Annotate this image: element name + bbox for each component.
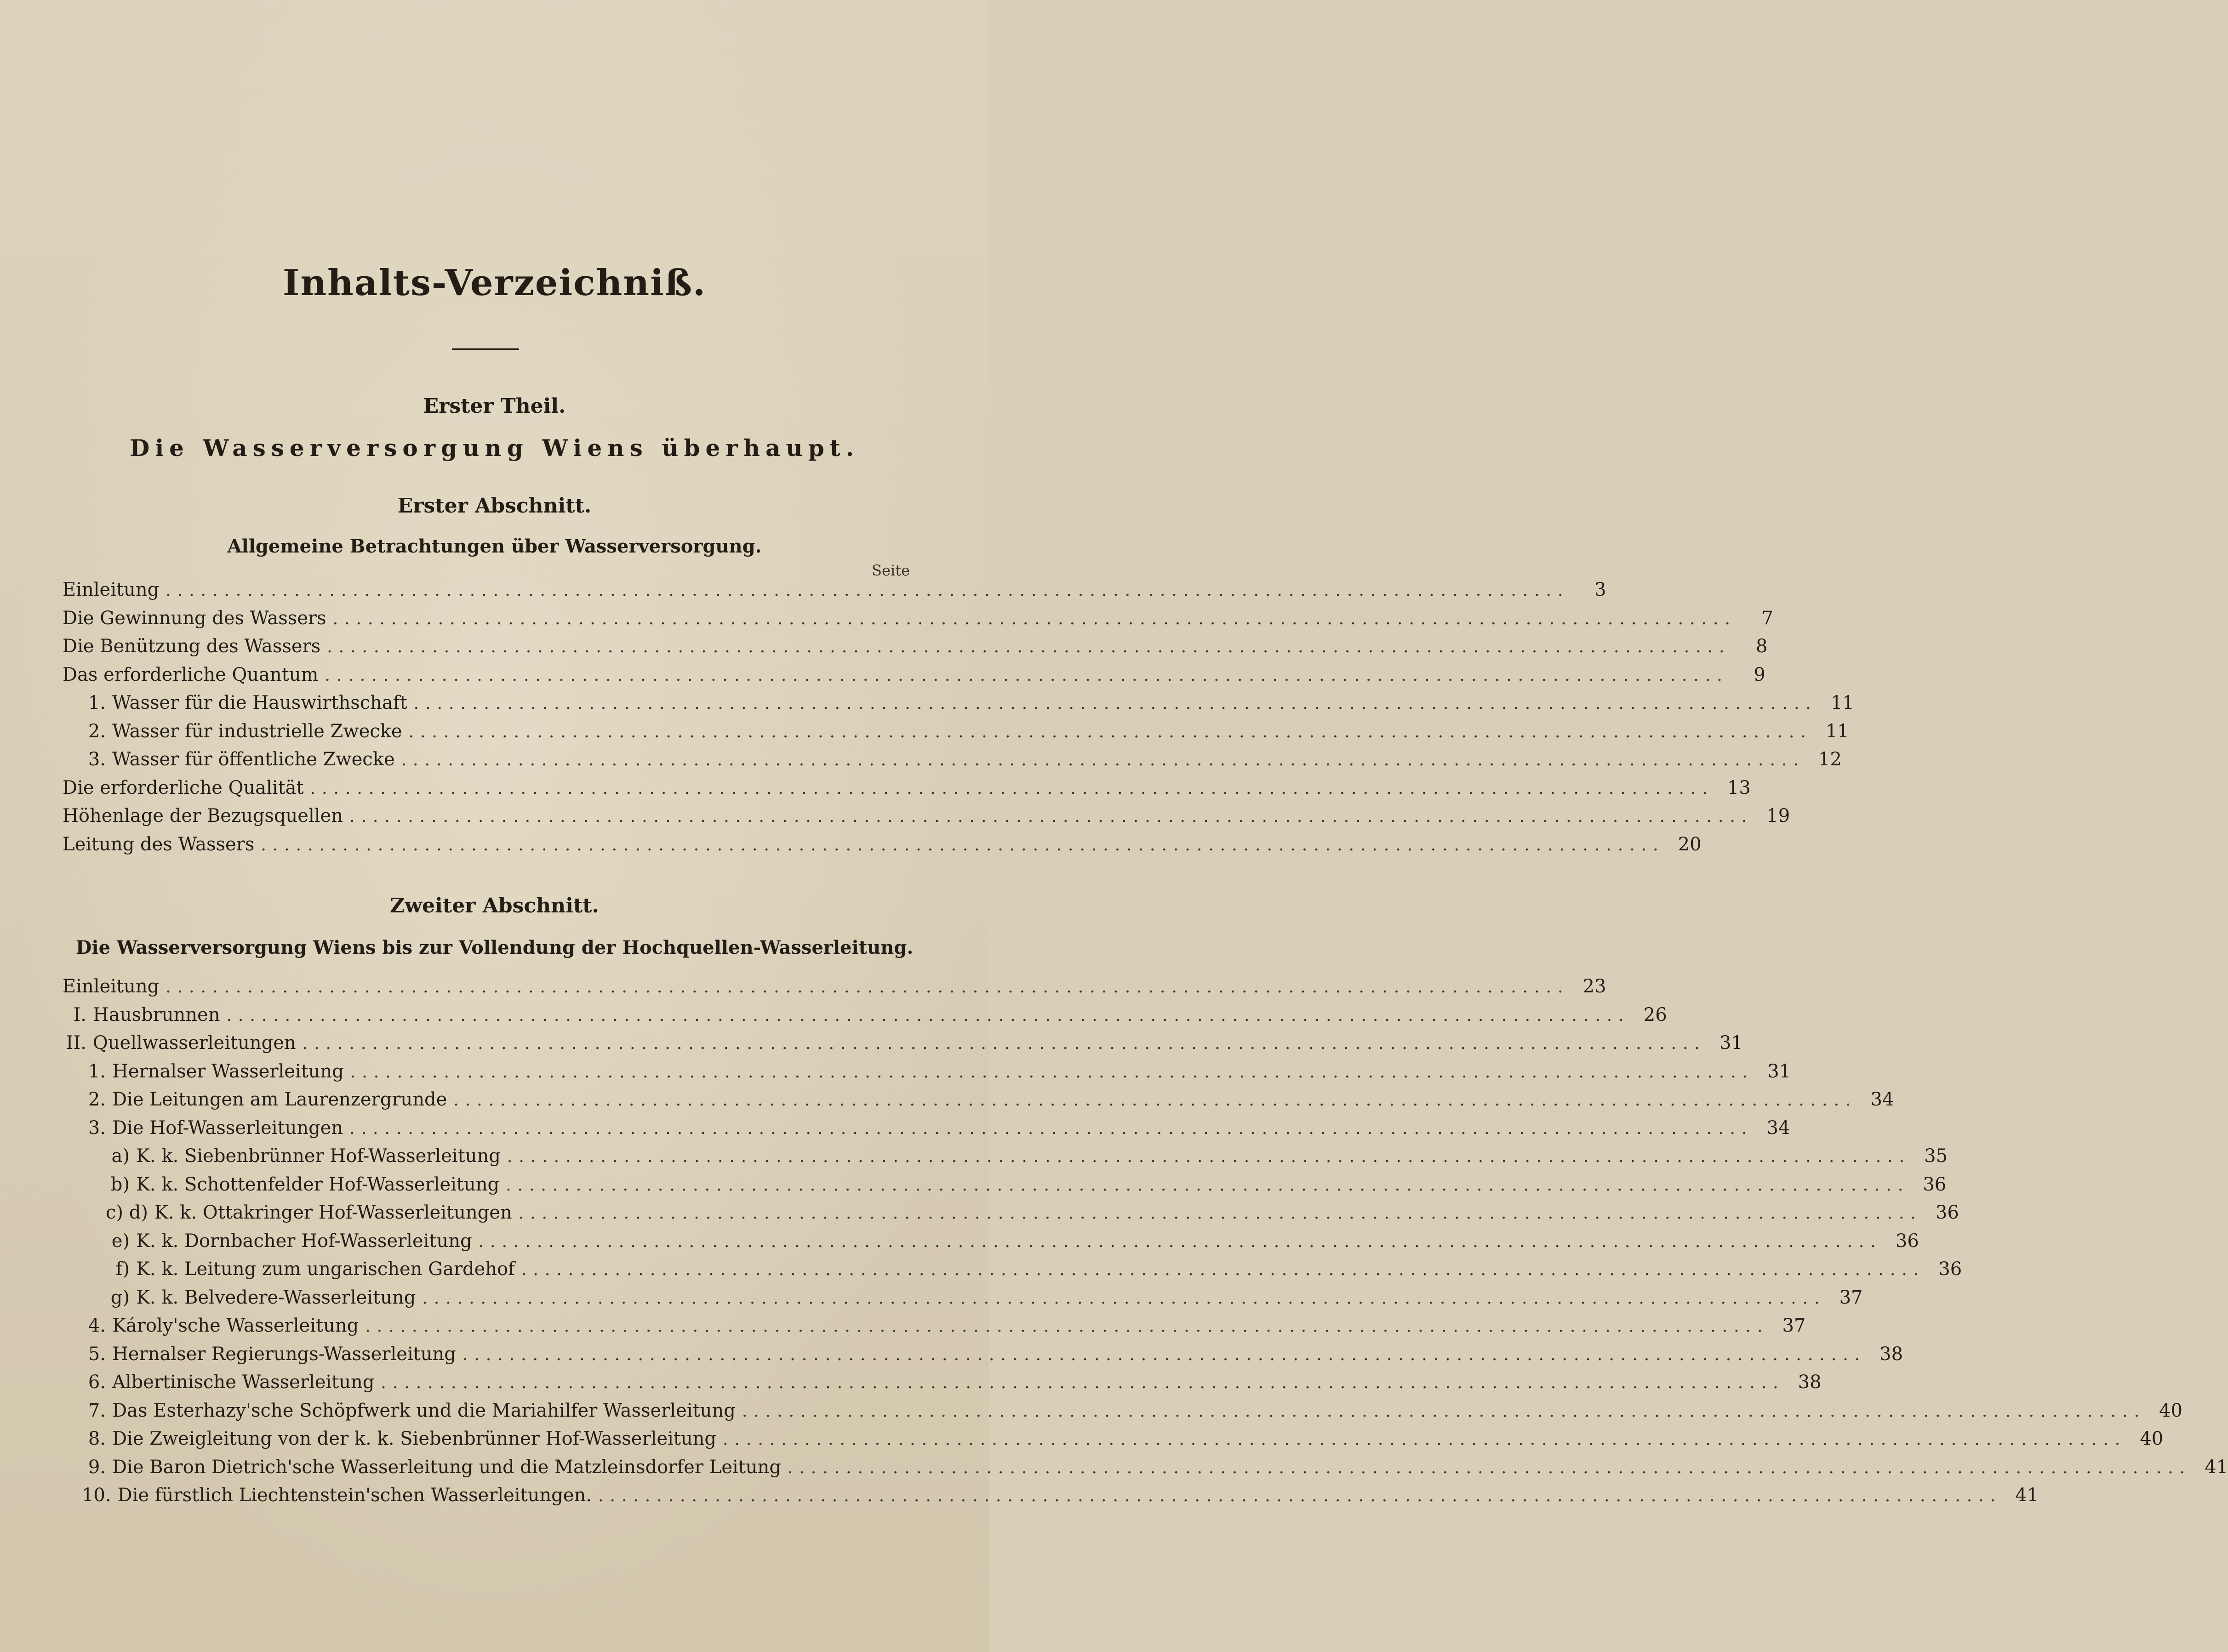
- toc-entry-number: 5.: [88, 1343, 106, 1365]
- toc-entry-title: [63, 1004, 220, 1025]
- toc-entry-label: Leitung des Wassers: [63, 833, 255, 855]
- toc-entry: [0, 1230, 1919, 1259]
- toc-entry-title: [106, 1230, 472, 1252]
- toc-entry-label: Wasser für die Hauswirthschaft: [112, 692, 407, 713]
- toc-entry: [0, 1343, 1903, 1372]
- toc-entry-page: 36: [1923, 1173, 1947, 1195]
- toc-entry-number: c) d): [106, 1202, 148, 1223]
- page-column-label: Seite: [872, 562, 910, 579]
- dot-leader: ........................................................................................................................: [325, 666, 1729, 685]
- dot-leader: ........................................................................................................................: [507, 1147, 1911, 1166]
- dot-leader: ........................................................................................................................: [462, 1345, 1867, 1364]
- toc-entry-title: [82, 749, 395, 770]
- toc-entry-number: 4.: [88, 1315, 106, 1336]
- toc-entry: [0, 1485, 2039, 1513]
- toc-entry-page: 37: [1782, 1315, 1806, 1336]
- toc-entry-title: [82, 1400, 736, 1421]
- toc-entry-number: 8.: [88, 1428, 106, 1449]
- page-title: Inhalts-Verzeichniß.: [282, 262, 707, 304]
- toc-entry: [0, 1060, 1791, 1089]
- toc-entry-title: [63, 636, 320, 657]
- section1-heading: Erster Abschnitt.: [397, 494, 592, 518]
- toc-entry-title: [63, 664, 318, 685]
- toc-entry-label: Quellwasserleitungen: [93, 1032, 296, 1054]
- dot-leader: ........................................................................................................................: [327, 638, 1731, 656]
- dot-leader: ........................................................................................................................: [349, 807, 1754, 826]
- toc-entry: [0, 720, 1849, 749]
- toc-entry-page: 35: [1924, 1145, 1948, 1167]
- toc-entry: [0, 1456, 2228, 1485]
- toc-entry-page: 38: [1880, 1343, 1903, 1365]
- toc-entry-title: [106, 1202, 512, 1223]
- toc-entry-title: [63, 1032, 296, 1054]
- toc-entry-page: 36: [1895, 1230, 1919, 1252]
- toc-entry-label: K. k. Leitung zum ungarischen Gardehof: [136, 1259, 515, 1280]
- toc-entry-number: 2.: [88, 1089, 106, 1110]
- toc-entry-label: Hernalser Wasserleitung: [112, 1060, 344, 1082]
- toc-entry-label: Das Esterhazy'sche Schöpfwerk und die Mariahilfer Wasserleitung: [112, 1400, 736, 1421]
- toc-entry-page: 19: [1766, 805, 1790, 826]
- toc-entry: [0, 1089, 1894, 1117]
- toc-entry-number: 3.: [88, 749, 106, 770]
- toc-entry-label: Einleitung: [63, 579, 160, 600]
- toc-entry-page: 41: [2015, 1485, 2039, 1506]
- toc-entry-title: [82, 721, 402, 742]
- toc-entry-label: Wasser für industrielle Zwecke: [112, 720, 402, 742]
- toc-entry-label: Hernalser Regierungs-Wasserleitung: [112, 1343, 456, 1365]
- toc-entry: [0, 1315, 1806, 1344]
- toc-entry-page: 11: [1825, 720, 1849, 742]
- toc-entry-title: [82, 1089, 447, 1110]
- toc-entry-title: [63, 834, 254, 855]
- dot-leader: ........................................................................................................................: [422, 1288, 1826, 1308]
- toc-entry-title: [63, 805, 343, 826]
- toc-entry: [0, 777, 1751, 806]
- toc-entry: [0, 1032, 1743, 1061]
- dot-leader: ........................................................................................................................: [723, 1430, 2127, 1449]
- dot-leader: ........................................................................................................................: [521, 1260, 1925, 1279]
- part-title: Die Wasserversorgung Wiens überhaupt.: [129, 434, 860, 461]
- part-heading: Erster Theil.: [423, 394, 566, 418]
- toc-entry-page: 23: [1582, 976, 1606, 997]
- toc-entry-page: 31: [1719, 1032, 1743, 1054]
- toc-entry: [0, 1400, 2183, 1429]
- dot-leader: ........................................................................................................................: [310, 779, 1714, 798]
- toc-entry: [0, 636, 1768, 664]
- toc-entry-label: Einleitung: [63, 976, 160, 997]
- toc-entry-page: 40: [2140, 1428, 2164, 1449]
- toc-entry-number: b): [110, 1173, 130, 1195]
- toc-entry-label: Die Baron Dietrich'sche Wasserleitung und die Matzleinsdorfer Leitung: [112, 1456, 781, 1478]
- toc-entry-page: 34: [1766, 1117, 1790, 1139]
- toc-entry-label: Károly'sche Wasserleitung: [112, 1315, 359, 1336]
- toc-entry: [0, 1202, 1959, 1230]
- toc-entry-page: 12: [1818, 749, 1842, 770]
- toc-entry: [0, 805, 1790, 834]
- dot-leader: ........................................................................................................................: [332, 609, 1737, 628]
- toc-entry-title: [106, 1287, 416, 1308]
- dot-leader: ........................................................................................................................: [408, 722, 1812, 741]
- toc-entry-number: 1.: [88, 692, 106, 713]
- toc-entry-number: 6.: [88, 1372, 106, 1393]
- toc-entry-title: [63, 579, 159, 600]
- toc-entry-title: [82, 692, 407, 713]
- toc-entry-title: [82, 1315, 359, 1336]
- toc-entry-label: Das erforderliche Quantum: [63, 664, 319, 685]
- toc-entry-page: 20: [1678, 833, 1702, 855]
- toc-entry-title: [106, 1145, 501, 1167]
- toc-entry-page: 7: [1761, 607, 1773, 629]
- toc-entry-label: Wasser für öffentliche Zwecke: [112, 749, 395, 770]
- toc-entry-label: Die fürstlich Liechtenstein'schen Wasserleitungen.: [117, 1485, 592, 1506]
- toc-entry: [0, 607, 1773, 636]
- dot-leader: ........................................................................................................................: [349, 1119, 1754, 1138]
- toc-entry-page: 8: [1755, 636, 1768, 657]
- toc-entry-label: Die Leitungen am Laurenzergrunde: [112, 1089, 447, 1110]
- toc-entry-page: 37: [1839, 1287, 1863, 1308]
- section1-toc: [0, 579, 1854, 862]
- dot-leader: ........................................................................................................................: [478, 1232, 1882, 1251]
- toc-entry-title: [63, 976, 159, 997]
- dot-leader: ........................................................................................................................: [413, 694, 1817, 713]
- toc-entry-title: [82, 1061, 344, 1082]
- toc-entry-number: f): [115, 1259, 130, 1280]
- toc-entry-page: 31: [1767, 1060, 1791, 1082]
- toc-entry-page: 36: [1938, 1259, 1962, 1280]
- toc-entry-number: 10.: [82, 1485, 111, 1506]
- toc-entry-label: Höhenlage der Bezugsquellen: [63, 805, 343, 826]
- dot-leader: ........................................................................................................................: [166, 978, 1570, 997]
- dot-leader: ........................................................................................................................: [453, 1091, 1857, 1110]
- toc-entry-page: 40: [2159, 1400, 2183, 1421]
- toc-entry-title: [82, 1344, 456, 1365]
- toc-entry-page: 34: [1870, 1089, 1894, 1110]
- toc-entry-title: [82, 1485, 592, 1506]
- toc-entry-label: Die erforderliche Qualität: [63, 777, 304, 798]
- dot-leader: ........................................................................................................................: [787, 1458, 2192, 1477]
- toc-entry: [0, 1287, 1863, 1316]
- toc-entry-label: K. k. Ottakringer Hof-Wasserleitungen: [154, 1202, 512, 1223]
- toc-entry-title: [82, 1428, 716, 1449]
- toc-entry: [0, 579, 1606, 608]
- toc-entry-label: Die Gewinnung des Wassers: [63, 607, 326, 629]
- toc-entry: [0, 1173, 1947, 1202]
- toc-entry: [0, 1145, 1948, 1174]
- toc-entry-label: Die Zweigleitung von der k. k. Siebenbrünner Hof-Wasserleitung: [112, 1428, 717, 1449]
- toc-entry-title: [82, 1457, 781, 1478]
- toc-entry-label: Hausbrunnen: [93, 1004, 220, 1025]
- toc-entry-page: 3: [1594, 579, 1606, 600]
- toc-entry: [0, 1259, 1962, 1287]
- toc-entry: [0, 664, 1765, 693]
- toc-entry: [0, 692, 1854, 721]
- toc-entry-number: II.: [66, 1032, 86, 1054]
- toc-entry-title: [106, 1259, 515, 1280]
- toc-entry-number: 2.: [88, 720, 106, 742]
- toc-entry-number: 9.: [88, 1456, 106, 1478]
- toc-entry-page: 26: [1643, 1004, 1667, 1025]
- section2-subtitle: Die Wasserversorgung Wiens bis zur Vollendung der Hochquellen-Wasserleitung.: [75, 937, 914, 958]
- dot-leader: ........................................................................................................................: [506, 1175, 1910, 1195]
- toc-entry-title: [63, 777, 304, 798]
- toc-entry-page: 13: [1727, 777, 1751, 798]
- toc-entry-label: Albertinische Wasserleitung: [112, 1372, 375, 1393]
- dot-leader: ........................................................................................................................: [261, 835, 1665, 854]
- toc-entry-label: K. k. Belvedere-Wasserleitung: [136, 1287, 416, 1308]
- toc-entry-page: 36: [1935, 1202, 1959, 1223]
- toc-entry-page: 11: [1830, 692, 1854, 713]
- toc-entry-label: Die Benützung des Wassers: [63, 636, 321, 657]
- dot-leader: ........................................................................................................................: [381, 1373, 1785, 1392]
- toc-entry-label: K. k. Dornbacher Hof-Wasserleitung: [136, 1230, 472, 1252]
- dot-leader: ........................................................................................................................: [401, 751, 1805, 769]
- toc-entry-number: I.: [73, 1004, 86, 1025]
- toc-entry-number: 1.: [88, 1060, 106, 1082]
- dot-leader: ........................................................................................................................: [598, 1487, 2002, 1505]
- toc-entry-number: a): [111, 1145, 130, 1167]
- toc-entry-page: 9: [1754, 664, 1765, 685]
- dot-leader: ........................................................................................................................: [166, 581, 1570, 600]
- toc-entry-page: 38: [1798, 1372, 1822, 1393]
- toc-entry-title: [63, 608, 326, 629]
- dot-leader: ........................................................................................................................: [350, 1062, 1754, 1082]
- toc-entry-page: 41: [2205, 1456, 2228, 1478]
- toc-entry: [0, 1004, 1667, 1033]
- toc-entry: [0, 1117, 1790, 1146]
- toc-entry-number: e): [111, 1230, 130, 1252]
- toc-entry-label: Die Hof-Wasserleitungen: [112, 1117, 343, 1139]
- toc-entry-label: K. k. Schottenfelder Hof-Wasserleitung: [136, 1173, 500, 1195]
- section2-toc: [0, 976, 2228, 1513]
- dot-leader: ........................................................................................................................: [742, 1401, 2146, 1421]
- toc-entry: [0, 1428, 2164, 1457]
- dot-leader: ........................................................................................................................: [365, 1317, 1769, 1336]
- toc-entry-title: [106, 1174, 499, 1195]
- toc-entry: [0, 833, 1702, 862]
- dot-leader: ........................................................................................................................: [518, 1204, 1922, 1223]
- section1-subtitle: Allgemeine Betrachtungen über Wasserversorgung.: [227, 535, 762, 557]
- dot-leader: ........................................................................................................................: [302, 1034, 1706, 1053]
- toc-entry-number: 3.: [88, 1117, 106, 1139]
- toc-entry-number: 7.: [88, 1400, 106, 1421]
- dot-leader: ........................................................................................................................: [226, 1006, 1630, 1025]
- toc-entry-title: [82, 1117, 343, 1139]
- section2-heading: Zweiter Abschnitt.: [390, 894, 599, 917]
- toc-entry-title: [82, 1372, 374, 1393]
- toc-entry-number: g): [110, 1287, 130, 1308]
- title-rule: [452, 348, 519, 350]
- toc-entry: [0, 749, 1842, 777]
- toc-entry: [0, 1372, 1822, 1400]
- toc-entry-label: K. k. Siebenbrünner Hof-Wasserleitung: [136, 1145, 501, 1167]
- toc-entry: [0, 976, 1606, 1004]
